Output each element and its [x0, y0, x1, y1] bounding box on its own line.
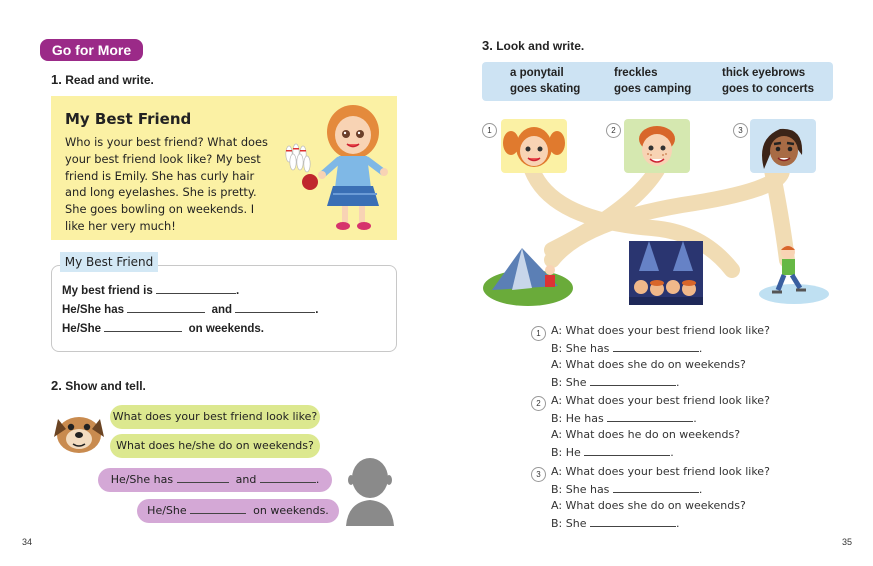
skating-picture: [758, 242, 830, 306]
answer-bubble-1: He/She has and .: [98, 468, 332, 492]
form-line-3-suffix: on weekends.: [188, 323, 265, 335]
qa-2-answer-2-label: B: He: [551, 446, 581, 459]
section-1-heading: [51, 72, 154, 87]
form-tab: My Best Friend: [60, 252, 158, 272]
qa-1-answer-1: B: She has .: [551, 342, 703, 355]
go-for-more-badge: Go for More: [40, 39, 143, 61]
form-line-1-label: My best friend is: [62, 285, 153, 297]
section-2-heading: [51, 378, 146, 393]
answer-1-and: and: [235, 473, 257, 486]
answer-2-label: He/She: [147, 504, 187, 517]
qa-2-question-2: A: What does he do on weekends?: [551, 428, 741, 441]
answer-1-label: He/She has: [110, 473, 174, 486]
qa-2-answer-2-blank[interactable]: [584, 445, 670, 456]
word-ponytail: a ponytail: [510, 67, 564, 79]
qa-1-question-2: A: What does she do on weekends?: [551, 358, 746, 371]
weekend-blank[interactable]: [104, 321, 182, 332]
qa-1-answer-2-blank[interactable]: [590, 375, 676, 386]
picture-number-1: 1: [482, 123, 497, 138]
qa-number-2: 2: [531, 396, 546, 411]
form-line-2: He/She has and .: [62, 304, 319, 316]
answer-bubble-2: [137, 499, 339, 523]
qa-3-answer-1-label: B: She has: [551, 483, 610, 496]
thick-eyebrows-girl-picture: [750, 119, 816, 173]
word-goes-camping: goes camping: [614, 83, 692, 95]
qa-1-answer-2-label: B: She: [551, 376, 587, 389]
qa-3-answer-2-label: B: She: [551, 517, 587, 530]
fill-in-form: [51, 265, 397, 352]
answer-1-blank-1[interactable]: [177, 472, 229, 483]
form-line-2-label: He/She has: [62, 304, 124, 316]
qa-1-answer-1-label: B: She has: [551, 342, 610, 355]
qa-3-answer-1-blank[interactable]: [613, 482, 699, 493]
section-3-heading: [482, 38, 584, 53]
has-blank-2[interactable]: [235, 302, 315, 313]
answer-2-blank[interactable]: [190, 503, 246, 514]
concert-picture: [629, 241, 703, 305]
section-1-label: Read and write.: [65, 73, 154, 87]
picture-number-3: 3: [733, 123, 748, 138]
has-blank-1[interactable]: [127, 302, 205, 313]
section-2-number: 2.: [51, 378, 62, 393]
story-box: [51, 96, 397, 240]
qa-3-answer-2-blank[interactable]: [590, 516, 676, 527]
ponytail-girl-picture: [501, 119, 567, 173]
qa-3-answer-1: B: She has .: [551, 483, 703, 496]
section-1-number: 1.: [51, 72, 62, 87]
qa-3-answer-2: B: She .: [551, 517, 680, 530]
camping-picture: [482, 242, 574, 308]
qa-2-answer-1-label: B: He has: [551, 412, 604, 425]
form-line-3-label: He/She: [62, 323, 101, 335]
word-freckles: freckles: [614, 67, 658, 79]
question-bubble-2: What does he/she do on weekends?: [110, 434, 320, 458]
section-3-number: 3.: [482, 38, 493, 53]
qa-3-question-2: A: What does she do on weekends?: [551, 499, 746, 512]
form-line-2-and: and: [211, 304, 233, 316]
form-line-1: My best friend is .: [62, 285, 240, 297]
word-bank: [482, 62, 833, 101]
section-3-label: Look and write.: [496, 39, 585, 53]
dog-illustration: [52, 405, 106, 455]
qa-1-question-1: A: What does your best friend look like?: [551, 324, 770, 337]
girl-bowling-illustration: [279, 102, 395, 236]
word-thick-eyebrows: thick eyebrows: [722, 67, 806, 79]
best-friend-blank[interactable]: [156, 283, 236, 294]
picture-number-2: 2: [606, 123, 621, 138]
qa-2-answer-1-blank[interactable]: [607, 411, 693, 422]
qa-2-answer-1: B: He has .: [551, 412, 697, 425]
page-number-left: 34: [22, 537, 33, 547]
freckles-boy-picture: [624, 119, 690, 173]
answer-2-suffix: on weekends.: [253, 504, 329, 517]
word-goes-skating: goes skating: [510, 83, 581, 95]
page-number-right: 35: [842, 537, 853, 547]
answer-1-blank-2[interactable]: [260, 472, 316, 483]
qa-3-question-1: A: What does your best friend look like?: [551, 465, 770, 478]
question-bubble-1: What does your best friend look like?: [110, 405, 320, 429]
form-line-3: [62, 321, 264, 335]
section-2-label: Show and tell.: [65, 379, 146, 393]
person-silhouette: [342, 456, 398, 526]
qa-number-1: 1: [531, 326, 546, 341]
story-title: My Best Friend: [65, 110, 192, 128]
qa-1-answer-1-blank[interactable]: [613, 341, 699, 352]
qa-2-answer-2: B: He .: [551, 446, 674, 459]
word-goes-to-concerts: goes to concerts: [722, 83, 815, 95]
qa-1-answer-2: B: She .: [551, 376, 680, 389]
qa-2-question-1: A: What does your best friend look like?: [551, 394, 770, 407]
story-text: Who is your best friend? What does your best friend look like? My best friend is Emily. She has curly hair and long eyelashes. She is pretty. She goes bowling on weekends. I like her very much!: [65, 135, 268, 233]
qa-number-3: 3: [531, 467, 546, 482]
